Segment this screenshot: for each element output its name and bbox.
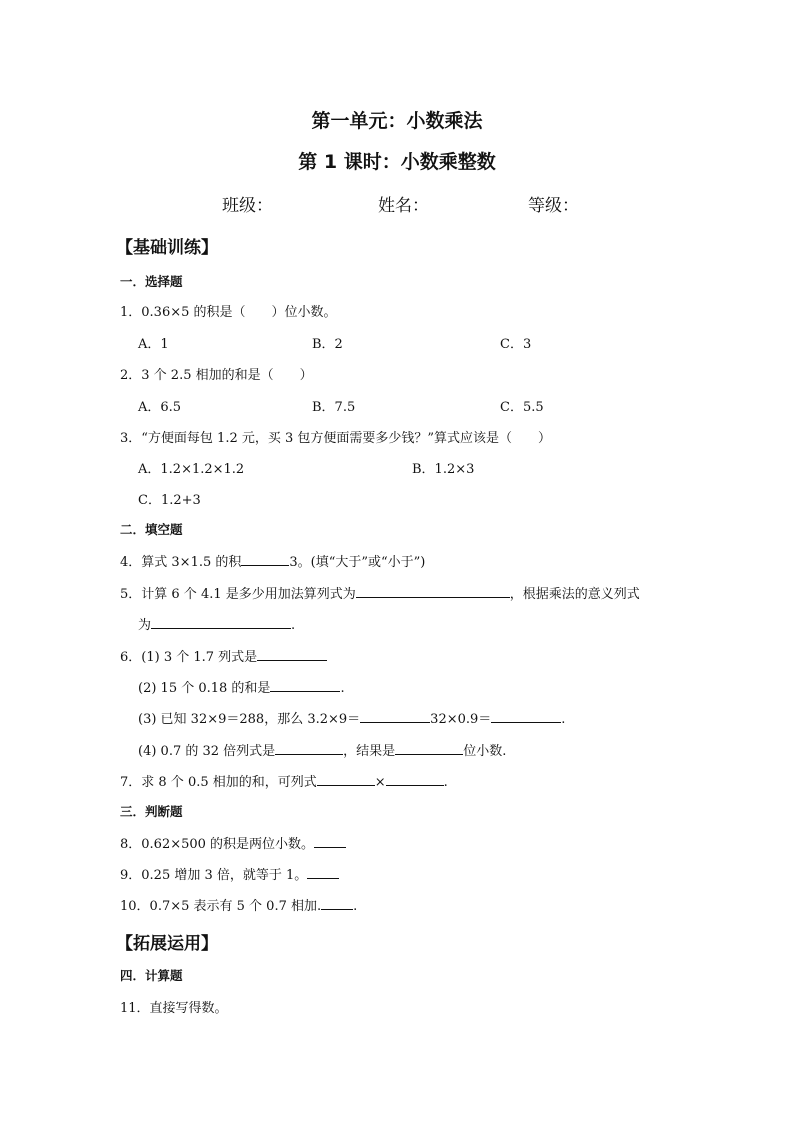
q3-option-a: A．1.2×1.2×1.2 (138, 462, 245, 477)
q5-answer-blank-2[interactable] (151, 616, 291, 629)
question-10 (120, 895, 357, 914)
q5-line2-pre: 为 (138, 618, 152, 633)
question-6-3 (138, 708, 565, 727)
question-5-line-2 (138, 614, 295, 633)
q6-1-text: 6．(1) 3 个 1.7 列式是 (120, 650, 258, 665)
q5-text-pre: 5．计算 6 个 4.1 是多少用加法算列式为 (120, 587, 356, 602)
question-3: 3．“方便面每包 1.2 元，买 3 包方便面需要多少钱？”算式应该是（ ） (120, 431, 552, 446)
grade-label: 等级： (528, 196, 579, 216)
q6-3-text-mid: 32×0.9＝ (430, 712, 492, 727)
q6-4-answer-blank-1[interactable] (275, 742, 343, 755)
q3-option-c: C．1.2+3 (138, 493, 201, 508)
class-label: 班级： (222, 196, 273, 216)
question-7 (120, 771, 448, 790)
question-11: 11．直接写得数。 (120, 1001, 228, 1016)
q8-text: 8．0.62×500 的积是两位小数。 (120, 837, 315, 852)
question-8 (120, 833, 346, 852)
q10-answer-blank[interactable] (321, 897, 353, 910)
q6-3-answer-blank-1[interactable] (360, 710, 430, 723)
q6-1-answer-blank[interactable] (257, 648, 327, 661)
q7-text-pre: 7．求 8 个 0.5 相加的和，可列式 (120, 775, 317, 790)
subsection-calc: 四．计算题 (120, 968, 183, 983)
q2-option-a: A．6.5 (138, 400, 182, 415)
question-6-2 (138, 677, 345, 696)
question-4 (120, 551, 425, 570)
q1-option-c: C．3 (500, 337, 532, 352)
q7-answer-blank-2[interactable] (386, 773, 444, 786)
q1-option-a: A．1 (138, 337, 169, 352)
q6-2-text-post: . (340, 681, 345, 696)
q7-answer-blank-1[interactable] (317, 773, 375, 786)
section-extend-application: 【拓展运用】 (116, 934, 218, 954)
question-6-4 (138, 740, 506, 759)
q4-text-pre: 4．算式 3×1.5 的积 (120, 555, 242, 570)
q4-answer-blank[interactable] (241, 553, 289, 566)
q5-text-post: ，根据乘法的意义列式 (509, 587, 640, 602)
q2-option-b: B．7.5 (312, 400, 356, 415)
q3-option-b: B．1.2×3 (412, 462, 475, 477)
q6-2-answer-blank[interactable] (270, 679, 340, 692)
q4-text-post: 3。(填“大于”或“小于”) (289, 555, 426, 570)
q6-3-answer-blank-2[interactable] (491, 710, 561, 723)
q6-2-text-pre: (2) 15 个 0.18 的和是 (138, 681, 271, 696)
q1-option-b: B．2 (312, 337, 343, 352)
question-2: 2．3 个 2.5 相加的和是（ ） (120, 368, 313, 383)
question-1: 1．0.36×5 的积是（ ）位小数。 (120, 305, 337, 320)
q10-text-post: . (353, 899, 358, 914)
q7-times-sign: × (374, 775, 386, 790)
q6-4-text-pre: (4) 0.7 的 32 倍列式是 (138, 744, 276, 759)
q2-option-c: C．5.5 (500, 400, 544, 415)
q6-4-text-post: 位小数. (463, 744, 507, 759)
q9-answer-blank[interactable] (307, 866, 339, 879)
q5-line2-post: . (291, 618, 296, 633)
lesson-subtitle: 第 1 课时：小数乘整数 (298, 151, 496, 173)
q9-text: 9．0.25 增加 3 倍，就等于 1。 (120, 868, 308, 883)
q10-text-pre: 10．0.7×5 表示有 5 个 0.7 相加. (120, 899, 322, 914)
question-5 (120, 583, 640, 602)
page-title: 第一单元：小数乘法 (311, 110, 483, 132)
name-label: 姓名： (378, 196, 429, 216)
q6-3-text-post: . (561, 712, 566, 727)
question-6-1 (120, 646, 327, 665)
q6-4-answer-blank-2[interactable] (395, 742, 463, 755)
q6-4-text-mid: ，结果是 (343, 744, 396, 759)
q8-answer-blank[interactable] (314, 835, 346, 848)
section-basic-training: 【基础训练】 (116, 238, 218, 258)
subsection-judge: 三．判断题 (120, 804, 183, 819)
q6-3-text-pre: (3) 已知 32×9＝288，那么 3.2×9＝ (138, 712, 361, 727)
subsection-choice: 一．选择题 (120, 274, 183, 289)
q5-answer-blank-1[interactable] (356, 585, 510, 598)
q7-text-post: . (443, 775, 448, 790)
subsection-fill: 二．填空题 (120, 522, 183, 537)
question-9 (120, 864, 339, 883)
